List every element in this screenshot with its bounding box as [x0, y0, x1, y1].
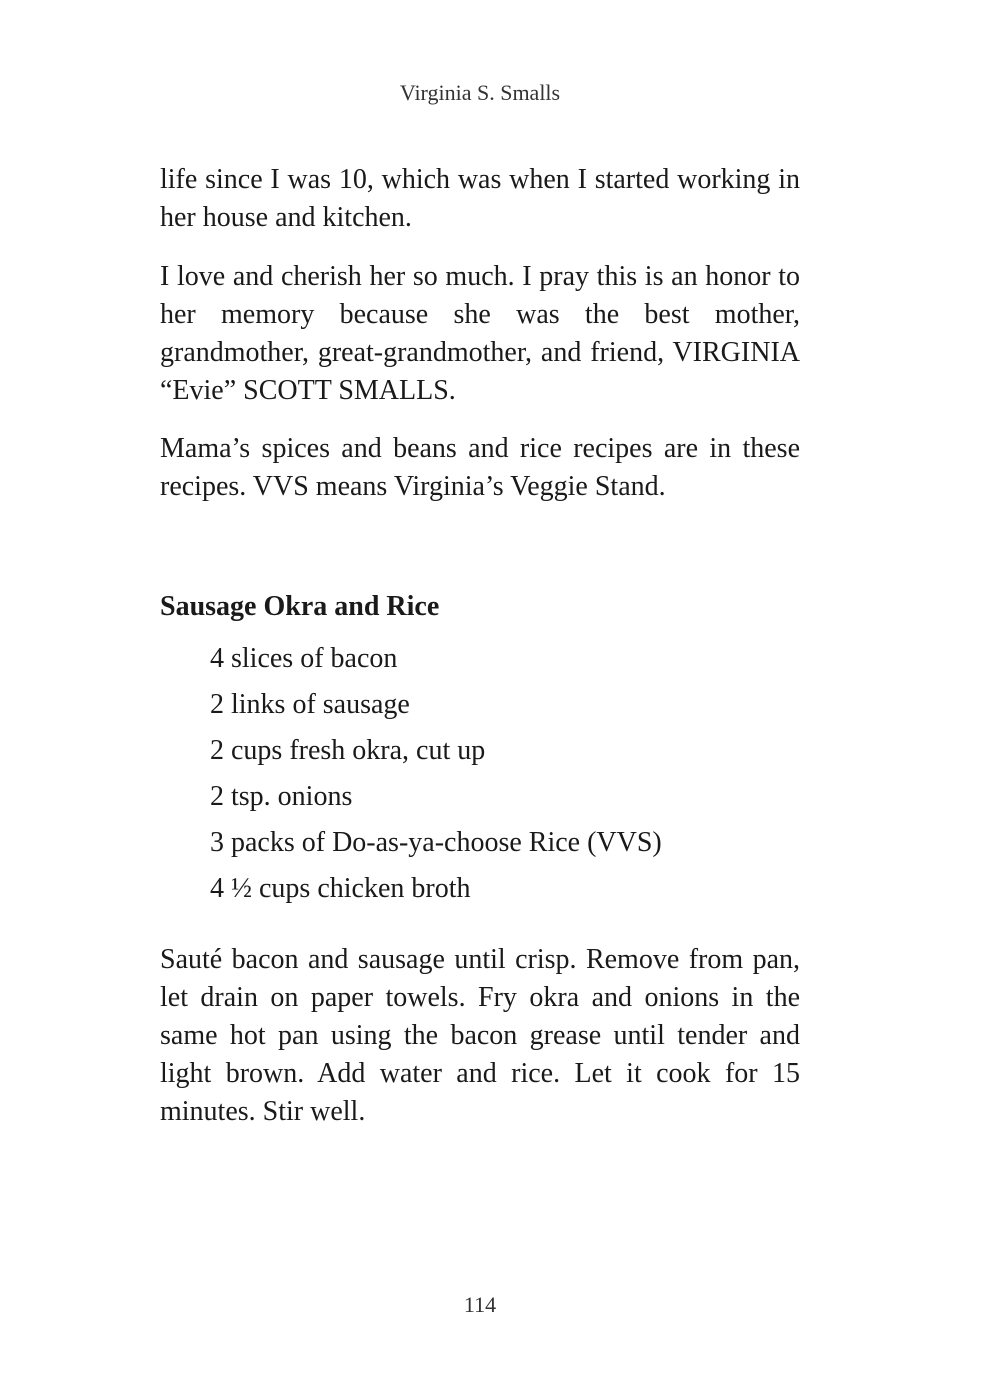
recipe-title: Sausage Okra and Rice — [160, 591, 440, 622]
ingredient-item: 3 packs of Do-as-ya-choose Rice (VVS) — [210, 827, 662, 858]
ingredient-list — [210, 636, 662, 912]
ingredient-item: 2 tsp. onions — [210, 781, 353, 812]
ingredient-item: 2 links of sausage — [210, 689, 410, 720]
ingredient-item: 4 slices of bacon — [210, 643, 398, 674]
ingredient-item: 4 ½ cups chicken broth — [210, 873, 471, 904]
intro-paragraph-3: Mama’s spices and beans and rice recipes are in these recipes. VVS means Virginia’s Veggie Stand. — [160, 433, 800, 502]
recipe-instructions: Sauté bacon and sausage until crisp. Remove from pan, let drain on paper towels. Fry okra and onions in the same hot pan using the bacon grease until tender and light brown. Add water and rice. Let it cook for 15 minutes. Stir well. — [160, 944, 800, 1127]
running-header: Virginia S. Smalls — [399, 80, 561, 105]
intro-paragraph-1: life since I was 10, which was when I started working in her house and kitchen. — [160, 164, 800, 233]
ingredient-item: 2 cups fresh okra, cut up — [210, 735, 486, 766]
intro-paragraph-2: I love and cherish her so much. I pray this is an honor to her memory because she was the best mother, grandmother, great-grandmother, and friend, VIRGINIA “Evie” SCOTT SMALLS. — [160, 261, 800, 406]
page-number: 114 — [463, 1292, 497, 1317]
